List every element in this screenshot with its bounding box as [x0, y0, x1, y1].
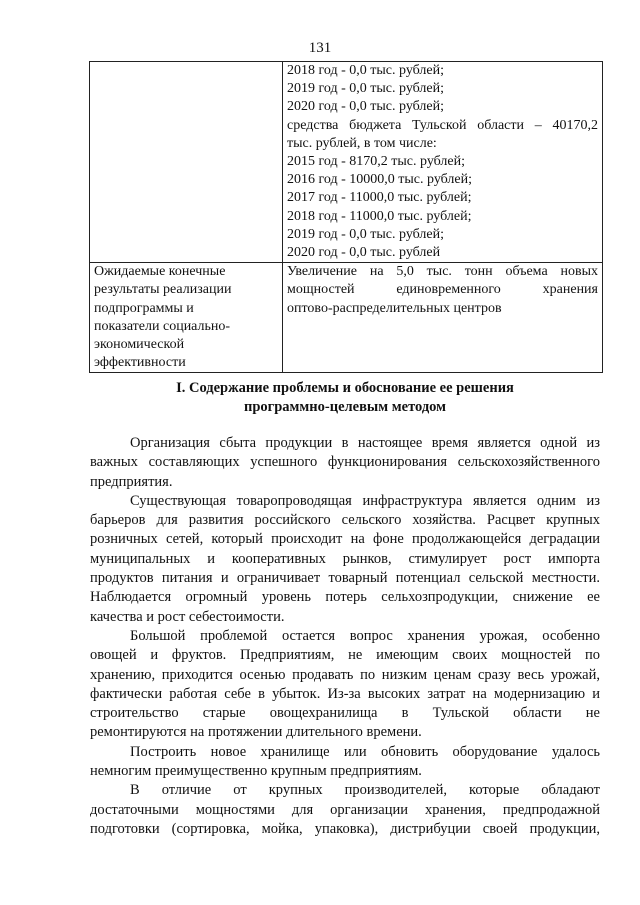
paragraph-line: Построить новое хранилище или обновить оборудование удалось	[130, 743, 600, 760]
paragraph	[90, 434, 600, 492]
paragraph-line: качества и рост себестоимости.	[90, 608, 285, 625]
paragraph-line: барьеров для развития российского сельского хозяйства. Расцвет крупных	[90, 512, 600, 529]
results-label-line: Ожидаемые конечные	[94, 264, 226, 280]
paragraph	[90, 492, 600, 627]
results-label-line: результаты реализации	[94, 282, 232, 298]
results-label-line: экономической	[94, 337, 185, 353]
results-value-cell	[283, 263, 603, 373]
paragraph-line: Наблюдается огромный уровень потерь сельхозпродукции, снижение ее	[90, 589, 600, 606]
paragraph-line: В отличие от крупных производителей, которые обладают	[130, 782, 600, 799]
paragraph-line: Существующая товаропроводящая инфраструктура является одним из	[130, 492, 600, 509]
paragraph	[90, 743, 600, 782]
section-heading-line: I. Содержание проблемы и обоснование ее решения	[176, 380, 514, 396]
funding-line-2018: 2018 год - 0,0 тыс. рублей;	[287, 63, 445, 78]
table-row-funding	[90, 62, 603, 263]
section-heading	[90, 379, 600, 417]
passport-table	[89, 61, 603, 373]
paragraph	[90, 781, 600, 839]
results-label-cell	[90, 263, 283, 373]
region-line-2015: 2015 год - 8170,2 тыс. рублей;	[287, 154, 466, 170]
body-text	[90, 434, 600, 839]
results-label-line: подпрограммы и	[94, 300, 194, 316]
paragraph-line: овощей и фруктов. Предприятиям, не имеющим своих мощностей по	[90, 647, 600, 664]
paragraph-line: муниципальных и кооперативных рынков, стимулирует рост импорта	[90, 550, 600, 567]
paragraph-line: фактически работая себе в убыток. Из-за высоких затрат на модернизацию и	[90, 685, 600, 702]
paragraph-line: Организация сбыта продукции в настоящее время является одной из	[130, 435, 600, 451]
region-line-2018: 2018 год - 11000,0 тыс. рублей;	[287, 208, 472, 224]
region-line-2019: 2019 год - 0,0 тыс. рублей;	[287, 226, 445, 242]
paragraph-line: Большой проблемой остается вопрос хранения урожая, особенно	[130, 627, 600, 644]
funding-line-2019: 2019 год - 0,0 тыс. рублей;	[287, 81, 445, 97]
results-label-line: показатели социально-	[94, 318, 231, 334]
paragraph-line: немногим преимущественно крупным предприятиям.	[90, 763, 422, 780]
region-line-2020: 2020 год - 0,0 тыс. рублей	[287, 245, 441, 261]
paragraph-line: строительство старые овощехранилища в Тульской области не	[90, 705, 600, 722]
region-line-2017: 2017 год - 11000,0 тыс. рублей;	[287, 190, 472, 206]
paragraph-line: важных составляющих успешного функционирования сельскохозяйственного	[90, 454, 600, 471]
paragraph-line: хранению, приходится осенью продавать по низким ценам сразу весь урожай,	[90, 666, 600, 683]
region-line-2016: 2016 год - 10000,0 тыс. рублей;	[287, 172, 473, 188]
results-value-line: оптово-распределительных центров	[287, 300, 502, 316]
results-value-line: Увеличение на 5,0 тыс. тонн объема новых	[287, 264, 598, 280]
paragraph	[90, 627, 600, 743]
paragraph-line: продуктов питания и ограничивает товарный потенциал сельской местности.	[90, 570, 600, 587]
paragraph-line: предприятия.	[90, 473, 173, 490]
paragraph-line: ремонтируются на протяжении длительного времени.	[90, 724, 422, 741]
table-row-results	[90, 263, 603, 373]
funding-line-2020: 2020 год - 0,0 тыс. рублей;	[287, 99, 445, 115]
funding-cell	[283, 62, 603, 263]
page-number: 131	[308, 40, 332, 56]
table-cell-empty	[90, 62, 283, 263]
results-value-line: мощностей единовременного хранения	[287, 282, 598, 298]
paragraph-line: подготовки (сортировка, мойка, упаковка), дистрибуции своей продукции,	[90, 820, 600, 837]
section-heading-line: программно-целевым методом	[243, 399, 447, 415]
paragraph-line: розничных сетей, который происходит на фоне продолжающейся деградации	[90, 531, 600, 548]
region-budget-line-cont: тыс. рублей, в том числе:	[287, 135, 437, 151]
results-label-line: эффективности	[94, 355, 186, 371]
paragraph-line: достаточными мощностями для организации хранения, предпродажной	[90, 801, 600, 818]
region-budget-line: средства бюджета Тульской области – 40170,2	[287, 117, 598, 133]
